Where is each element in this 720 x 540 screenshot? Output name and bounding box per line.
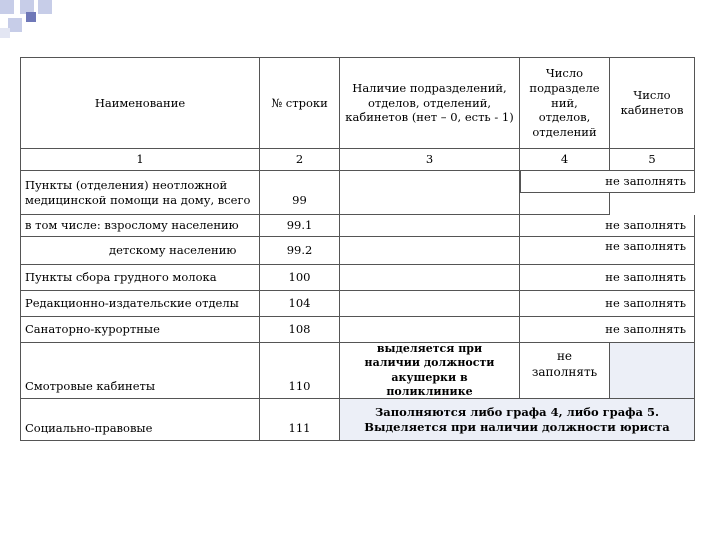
midwife-note: выделяется при наличии должности акушерки в поликлинике	[340, 343, 520, 399]
deco-square	[26, 12, 36, 22]
colnum-4: 4	[520, 149, 610, 171]
colnum-2: 2	[260, 149, 340, 171]
row-c3	[340, 171, 520, 215]
row-name: детскому населению	[20, 237, 260, 265]
row-line: 110	[260, 343, 340, 399]
colnum-3: 3	[340, 149, 520, 171]
row-name: Санаторно-курортные	[20, 317, 260, 343]
not-fill-label: не заполнять	[520, 291, 695, 317]
colnum-1: 1	[20, 149, 260, 171]
not-fill-label: не заполнять	[520, 215, 695, 237]
row-c3	[340, 317, 520, 343]
header-name: Наименование	[20, 57, 260, 149]
row-line: 108	[260, 317, 340, 343]
colnum-5: 5	[610, 149, 695, 171]
corner-decoration	[0, 0, 60, 45]
row-line: 104	[260, 291, 340, 317]
header-presence: Наличие подразделений, отделов, отделений, кабинетов (нет – 0, есть - 1)	[340, 57, 520, 149]
row-name: в том числе: взрослому населению	[20, 215, 260, 237]
statistics-table	[20, 57, 695, 441]
row-name: Редакционно-издательские отделы	[20, 291, 260, 317]
not-fill-label: не заполнять	[520, 237, 695, 265]
row-line: 99	[260, 171, 340, 215]
row-line: 99.2	[260, 237, 340, 265]
not-fill-label: не заполнять	[520, 265, 695, 291]
header-units-count: Число подразделе ний, отделов, отделений	[520, 57, 610, 149]
row-name: Пункты (отделения) неотложной медицинской помощи на дому, всего	[20, 171, 260, 215]
not-fill-label: не заполнять	[520, 171, 695, 193]
deco-square	[8, 18, 22, 32]
row-c3	[340, 215, 520, 237]
deco-square	[0, 0, 14, 14]
row-c3	[340, 265, 520, 291]
row-name: Пункты сбора грудного молока	[20, 265, 260, 291]
row-line: 99.1	[260, 215, 340, 237]
not-fill-label: не заполнять	[520, 343, 610, 399]
fill-note: Заполняются либо графа 4, либо графа 5. Выделяется при наличии должности юриста	[340, 399, 695, 441]
header-rooms-count: Число кабинетов	[610, 57, 695, 149]
deco-square	[38, 0, 52, 14]
header-line-number: № строки	[260, 57, 340, 149]
row-c3	[340, 291, 520, 317]
row-name: Социально-правовые	[20, 399, 260, 441]
row-c5	[610, 343, 695, 399]
deco-square	[0, 28, 10, 38]
row-c3	[340, 237, 520, 265]
row-line: 100	[260, 265, 340, 291]
row-line: 111	[260, 399, 340, 441]
row-name: Смотровые кабинеты	[20, 343, 260, 399]
not-fill-label: не заполнять	[520, 317, 695, 343]
